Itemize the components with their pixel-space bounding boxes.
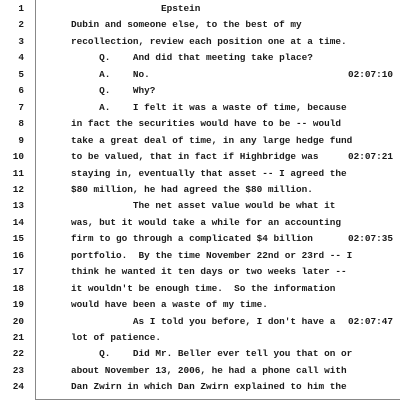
line-number: 20 <box>12 315 24 327</box>
line-number: 24 <box>12 381 24 393</box>
transcript-line <box>0 1 400 17</box>
transcript-line <box>0 248 400 264</box>
line-number: 21 <box>12 332 24 343</box>
line-number: 23 <box>12 364 24 376</box>
transcript-line <box>0 34 400 50</box>
transcript-line <box>0 297 400 313</box>
line-number: 15 <box>12 233 24 245</box>
line-number: 16 <box>12 249 24 261</box>
line-text: As I told you before, I don't have a <box>71 315 336 327</box>
transcript-line <box>0 281 400 297</box>
line-number: 4 <box>18 52 24 64</box>
line-number: 7 <box>18 101 24 113</box>
line-number: 3 <box>18 35 24 47</box>
line-text: in fact the securities would have to be -- would <box>71 118 342 130</box>
line-number: 12 <box>12 183 24 195</box>
timestamp: 02:07:21 <box>347 151 393 163</box>
transcript-line <box>0 100 400 116</box>
line-number: 22 <box>12 348 24 360</box>
transcript-line <box>0 149 400 165</box>
transcript-line <box>0 346 400 362</box>
line-text: take a great deal of time, in any large hedge fund <box>71 134 353 146</box>
line-text: The net asset value would be what it <box>71 200 336 212</box>
line-number: 17 <box>12 266 24 278</box>
transcript-line <box>0 231 400 247</box>
line-text: lot of patience. <box>71 332 162 343</box>
line-text: Q. And did that meeting take place? <box>71 52 313 64</box>
line-number: 18 <box>12 282 24 294</box>
line-text: Dubin and someone else, to the best of my <box>71 19 302 31</box>
transcript-line <box>0 182 400 198</box>
line-text: Epstein <box>71 3 201 14</box>
line-text: firm to go through a complicated $4 billion <box>71 233 313 245</box>
transcript-line <box>0 133 400 149</box>
line-text: Dan Zwirn in which Dan Zwirn explained to him the <box>71 381 347 393</box>
transcript-line <box>0 198 400 214</box>
transcript-line <box>0 314 400 330</box>
line-text: about November 13, 2006, he had a phone call with <box>71 364 347 376</box>
transcript-line <box>0 116 400 132</box>
line-number: 11 <box>12 167 24 179</box>
line-text: recollection, review each position one at a time. <box>71 35 347 47</box>
line-text: A. I felt it was a waste of time, because <box>71 101 347 113</box>
line-number: 19 <box>12 299 24 311</box>
line-number: 1 <box>18 3 24 14</box>
line-number: 8 <box>18 118 24 130</box>
timestamp: 02:07:47 <box>347 315 393 327</box>
transcript-line <box>0 166 400 182</box>
timestamp: 02:07:10 <box>347 68 393 80</box>
transcript-line <box>0 215 400 231</box>
line-number: 10 <box>12 151 24 163</box>
line-text: $80 million, he had agreed the $80 million. <box>71 183 313 195</box>
line-number: 2 <box>18 19 24 31</box>
line-number: 6 <box>18 85 24 97</box>
transcript-line <box>0 363 400 379</box>
transcript-line <box>0 50 400 66</box>
transcript-line <box>0 330 400 346</box>
line-number: 14 <box>12 216 24 228</box>
transcript-line <box>0 83 400 99</box>
line-text: Q. Did Mr. Beller ever tell you that on or <box>71 348 353 360</box>
line-text: think he wanted it ten days or two weeks later -- <box>71 266 347 278</box>
line-number: 13 <box>12 200 24 212</box>
transcript-line <box>0 67 400 83</box>
line-text: portfolio. By the time November 22nd or 23rd -- I <box>71 249 353 261</box>
line-number: 5 <box>18 68 24 80</box>
transcript-line <box>0 379 400 395</box>
transcript-line <box>0 264 400 280</box>
line-text: staying in, eventually that asset -- I agreed the <box>71 167 347 179</box>
line-text: it wouldn't be enough time. So the information <box>71 282 336 294</box>
line-text: was, but it would take a while for an accounting <box>71 216 342 228</box>
line-text: Q. Why? <box>71 85 156 97</box>
line-text: would have been a waste of my time. <box>71 299 268 311</box>
timestamp: 02:07:35 <box>347 233 393 245</box>
transcript-line <box>0 17 400 33</box>
line-text: A. No. <box>71 68 150 80</box>
line-text: to be valued, that in fact if Highbridge was <box>71 151 319 163</box>
line-number: 9 <box>18 134 24 146</box>
